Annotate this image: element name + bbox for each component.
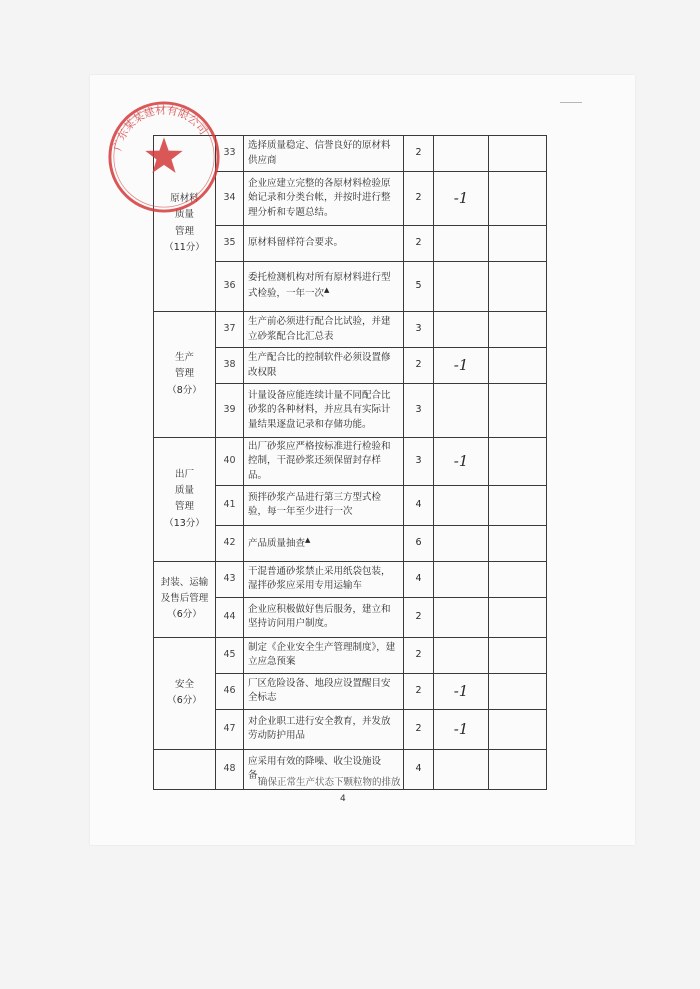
item-number [216,312,244,348]
item-score-text: 3 [415,404,422,416]
remark-cell [489,348,547,384]
scan-mark [560,102,582,103]
item-description-text: 生产前必须进行配合比试验，并建立砂浆配合比汇总表 [248,316,391,342]
item-score [404,438,434,486]
deduction-cell [434,561,489,597]
item-description [244,172,404,226]
category-line: 质量 [174,209,194,221]
item-description-text: 原材料留样符合要求。 [248,237,344,249]
item-number-text: 33 [223,147,236,159]
item-number-text: 43 [223,573,236,585]
item-number [216,136,244,172]
item-number-text: 42 [223,537,236,549]
remark-cell [489,438,547,486]
item-number [216,637,244,673]
deduction-cell [434,597,489,637]
remark-cell [489,673,547,709]
deduction-cell [434,525,489,561]
category-line: 封装、运输 [160,577,209,589]
item-description-text: 生产配合比的控制软件必须设置修改权限 [248,352,391,378]
item-score-text: 2 [415,685,422,697]
item-number [216,673,244,709]
category-line: 原材料 [170,193,199,205]
item-description [244,226,404,262]
item-description-text: 干混普通砂浆禁止采用纸袋包装，湿拌砂浆应采用专用运输车 [248,566,391,592]
item-number [216,561,244,597]
item-score-text: 2 [415,611,422,623]
remark-cell [489,709,547,749]
deduction-cell [434,749,489,789]
category-line: （6分） [167,609,202,621]
item-description-text: 制定《企业安全生产管理制度》，建立应急预案 [248,642,396,668]
item-score [404,172,434,226]
item-number-text: 37 [223,323,236,335]
deduction-cell-text: -1 [453,720,469,738]
item-description [244,438,404,486]
item-description-text: 委托检测机构对所有原材料进行型式检验，一年一次 [248,272,391,300]
category-line: 生产 [174,352,194,364]
item-score [404,749,434,789]
item-score-text: 4 [415,573,422,585]
row-48-continuation: 确保正常生产状态下颗粒物的排放 [258,777,401,788]
item-number [216,384,244,438]
category-line: 及售后管理 [160,593,209,605]
item-number [216,709,244,749]
deduction-cell [434,226,489,262]
item-description [244,312,404,348]
item-number [216,525,244,561]
item-description-text: 企业应建立完整的各原材料检验原始记录和分类台帐，并按时进行整理分析和专题总结。 [248,178,391,218]
item-score [404,637,434,673]
item-number [216,485,244,525]
item-number-text: 40 [223,455,236,467]
item-description [244,384,404,438]
category-empty [154,749,216,789]
item-description-text: 出厂砂浆应严格按标准进行检验和控制，干混砂浆还须保留封存样品。 [248,441,391,481]
category-line: （13分） [164,517,205,529]
item-score [404,348,434,384]
deduction-cell [434,438,489,486]
item-number [216,262,244,312]
item-number [216,172,244,226]
remark-cell [489,262,547,312]
assessment-table [153,135,547,790]
category-line: （8分） [167,384,202,396]
page-number: 4 [340,794,346,804]
item-score [404,561,434,597]
remark-cell [489,525,547,561]
item-score-text: 4 [415,499,422,511]
category-out [154,438,216,562]
item-score [404,597,434,637]
category-line: 管理 [174,225,194,237]
item-score [404,136,434,172]
item-number-text: 45 [223,649,236,661]
category-safe [154,637,216,749]
item-score-text: 2 [415,147,422,159]
item-number-text: 44 [223,611,236,623]
item-description [244,525,404,561]
remark-cell [489,226,547,262]
item-number-text: 46 [223,685,236,697]
item-number-text: 41 [223,499,236,511]
item-score-text: 3 [415,323,422,335]
item-number [216,749,244,789]
deduction-cell [434,709,489,749]
remark-cell [489,597,547,637]
category-line: 安全 [174,679,194,691]
category-prod [154,312,216,438]
deduction-cell-text: -1 [453,189,469,208]
item-description-text: 预拌砂浆产品进行第三方型式检验，每一年至少进行一次 [248,492,382,518]
remark-cell [489,172,547,226]
table-row [154,561,547,597]
remark-cell [489,136,547,172]
category-line: （11分） [164,241,205,253]
item-description [244,709,404,749]
item-description [244,485,404,525]
item-description-text: 选择质量稳定、信誉良好的原材料供应商 [248,140,391,166]
item-description-text: 对企业职工进行安全教育，并发放劳动防护用品 [248,716,391,742]
remark-cell [489,637,547,673]
item-description [244,597,404,637]
item-score [404,525,434,561]
deduction-cell [434,312,489,348]
item-number-text: 36 [223,280,236,292]
item-score-text: 2 [415,359,422,371]
table-row [154,438,547,486]
category-line: （6分） [167,695,202,707]
item-number-text: 38 [223,359,236,371]
item-description [244,262,404,312]
remark-cell [489,561,547,597]
item-score [404,673,434,709]
item-score-text: 2 [415,192,422,204]
item-score [404,312,434,348]
deduction-cell [434,485,489,525]
item-score-text: 3 [415,455,422,467]
item-score-text: 5 [415,280,422,292]
item-number-text: 47 [223,723,236,735]
category-raw [154,136,216,312]
category-line: 管理 [174,501,194,513]
item-score [404,485,434,525]
item-number [216,348,244,384]
table-row [154,637,547,673]
item-score [404,384,434,438]
deduction-cell-text: -1 [453,452,469,471]
item-score-text: 2 [415,649,422,661]
svg-text:广东某某建材有限公司: 广东某某建材有限公司 [111,103,210,153]
category-line: 管理 [174,368,194,380]
triangle-mark-icon: ▲ [324,286,330,295]
remark-cell [489,384,547,438]
deduction-cell [434,262,489,312]
item-description-text: 计量设备应能连续计量不同配合比砂浆的各种材料，并应具有实际计量结果逐盘记录和存储功能。 [248,390,391,430]
table-row [154,312,547,348]
item-description [244,673,404,709]
item-description-text: 厂区危险设备、地段应设置醒目安全标志 [248,678,391,704]
deduction-cell [434,637,489,673]
item-description-text: 产品质量抽查 [248,538,306,550]
item-score-text: 2 [415,723,422,735]
remark-cell [489,312,547,348]
item-description [244,561,404,597]
item-description-text: 企业应积极做好售后服务，建立和坚持访问用户制度。 [248,604,391,630]
table-row [154,136,547,172]
item-description [244,637,404,673]
item-number [216,597,244,637]
item-score [404,262,434,312]
item-score-text: 4 [415,763,422,775]
category-pack [154,561,216,637]
item-number-text: 39 [223,404,236,416]
item-score-text: 6 [415,537,422,549]
item-number-text: 35 [223,237,236,249]
deduction-cell [434,348,489,384]
triangle-mark-icon: ▲ [305,536,311,545]
item-score [404,709,434,749]
deduction-cell [434,673,489,709]
deduction-cell-text: -1 [453,682,469,700]
deduction-cell [434,136,489,172]
item-description-text: 应采用有效的降噪、收尘设施设备， [248,756,382,782]
item-score-text: 2 [415,237,422,249]
item-description [244,348,404,384]
deduction-cell [434,384,489,438]
item-number [216,226,244,262]
deduction-cell [434,172,489,226]
category-line: 质量 [174,485,194,497]
item-number-text: 34 [223,192,236,204]
item-description [244,136,404,172]
category-line: 出厂 [174,469,194,481]
item-number-text: 48 [223,763,236,775]
deduction-cell-text: -1 [453,356,469,375]
remark-cell [489,749,547,789]
remark-cell [489,485,547,525]
item-score [404,226,434,262]
item-number [216,438,244,486]
